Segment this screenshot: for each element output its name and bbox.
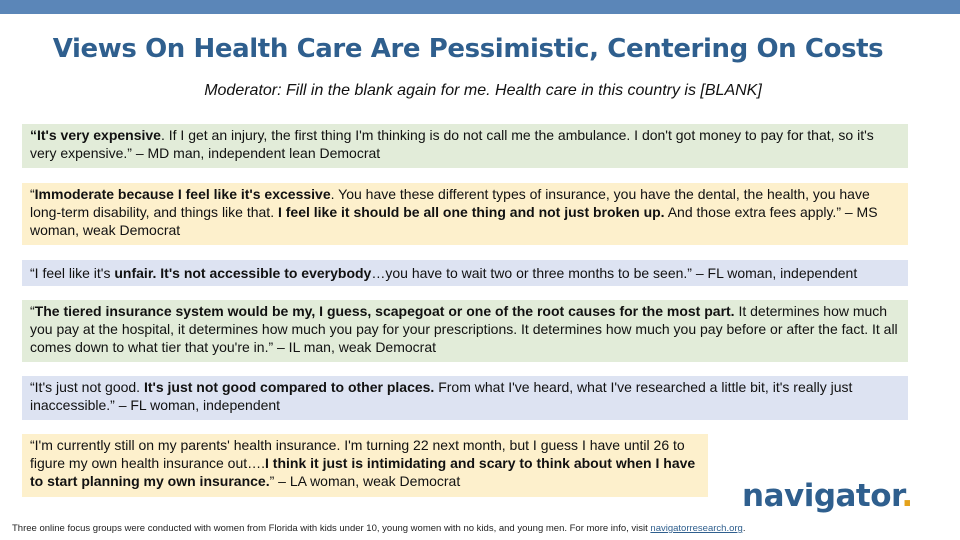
quote-emphasis: It's just not good compared to other places. — [143, 379, 435, 395]
quote-text: “ — [30, 303, 35, 319]
navigator-logo — [742, 478, 913, 514]
footnote-end: . — [742, 523, 746, 534]
quote-text: “ — [30, 186, 35, 202]
quote-text: From what I've heard, what I've researched a little bit, it's really just inaccessible.” – FL woman, independent — [30, 379, 853, 413]
quote-emphasis: I think it just is intimidating and scary to think about when I have to start planning my own insurance. — [30, 455, 696, 489]
footnote-text: Three online focus groups were conducted with women from Florida with kids under 10, young women with no kids, and young men. For more info, visit — [12, 523, 651, 534]
footnote-link[interactable]: navigatorresearch.org — [650, 523, 743, 534]
quote-text: . If I get an injury, the first thing I'm thinking is do not call me the ambulance. I don't got money to pay for that, so it's very expensive.” – MD man, independent lean Democrat — [30, 127, 874, 161]
quote-text: ” – LA woman, weak Democrat — [269, 473, 461, 489]
quote-box-ms-woman — [22, 183, 908, 245]
quote-box-la-woman — [22, 434, 708, 497]
quote-emphasis: The tiered insurance system would be my, I guess, scapegoat or one of the root causes for the most part. — [34, 303, 735, 319]
quote-box-fl-woman-not-good — [22, 376, 908, 420]
quote-emphasis: Immoderate because I feel like it's excessive — [34, 186, 331, 202]
quote-box-il-man — [22, 300, 908, 362]
top-accent-bar — [0, 0, 960, 14]
slide-title: Views On Health Care Are Pessimistic, Centering On Costs — [52, 34, 884, 64]
quote-text: “I'm currently still on my parents' health insurance. I'm turning 22 next month, but I guess I have until 26 to figure my own health insurance out…. — [30, 437, 685, 471]
quote-emphasis: I feel like it should be all one thing and not just broken up. — [277, 204, 665, 220]
logo-dot: . — [901, 478, 913, 514]
quote-text: And those extra fees apply.” – MS woman, weak Democrat — [30, 204, 878, 238]
quote-text: “It's just not good. — [30, 379, 144, 395]
quote-emphasis: “It's very expensive — [30, 127, 161, 143]
moderator-prompt: Moderator: Fill in the blank again for me. Health care in this country is [BLANK] — [204, 82, 762, 99]
quote-text: . You have these different types of insurance, you have the dental, the health, you have long-term disability, and things like that. — [30, 186, 870, 220]
quote-box-fl-woman-unfair — [22, 260, 908, 286]
quote-text: It determines how much you pay at the hospital, it determines how much you pay for your prescriptions. It determines how much you pay before or after the fact. It all comes down to what tier that you're in.” – IL man, weak Democrat — [30, 303, 898, 355]
quote-emphasis: unfair. It's not accessible to everybody — [114, 265, 372, 281]
quote-box-md-man — [22, 124, 908, 168]
footnote — [12, 523, 952, 534]
quote-text: …you have to wait two or three months to be seen.” – FL woman, independent — [371, 265, 858, 281]
logo-wordmark: navigator — [742, 478, 902, 514]
quote-text: “I feel like it's — [30, 265, 115, 281]
